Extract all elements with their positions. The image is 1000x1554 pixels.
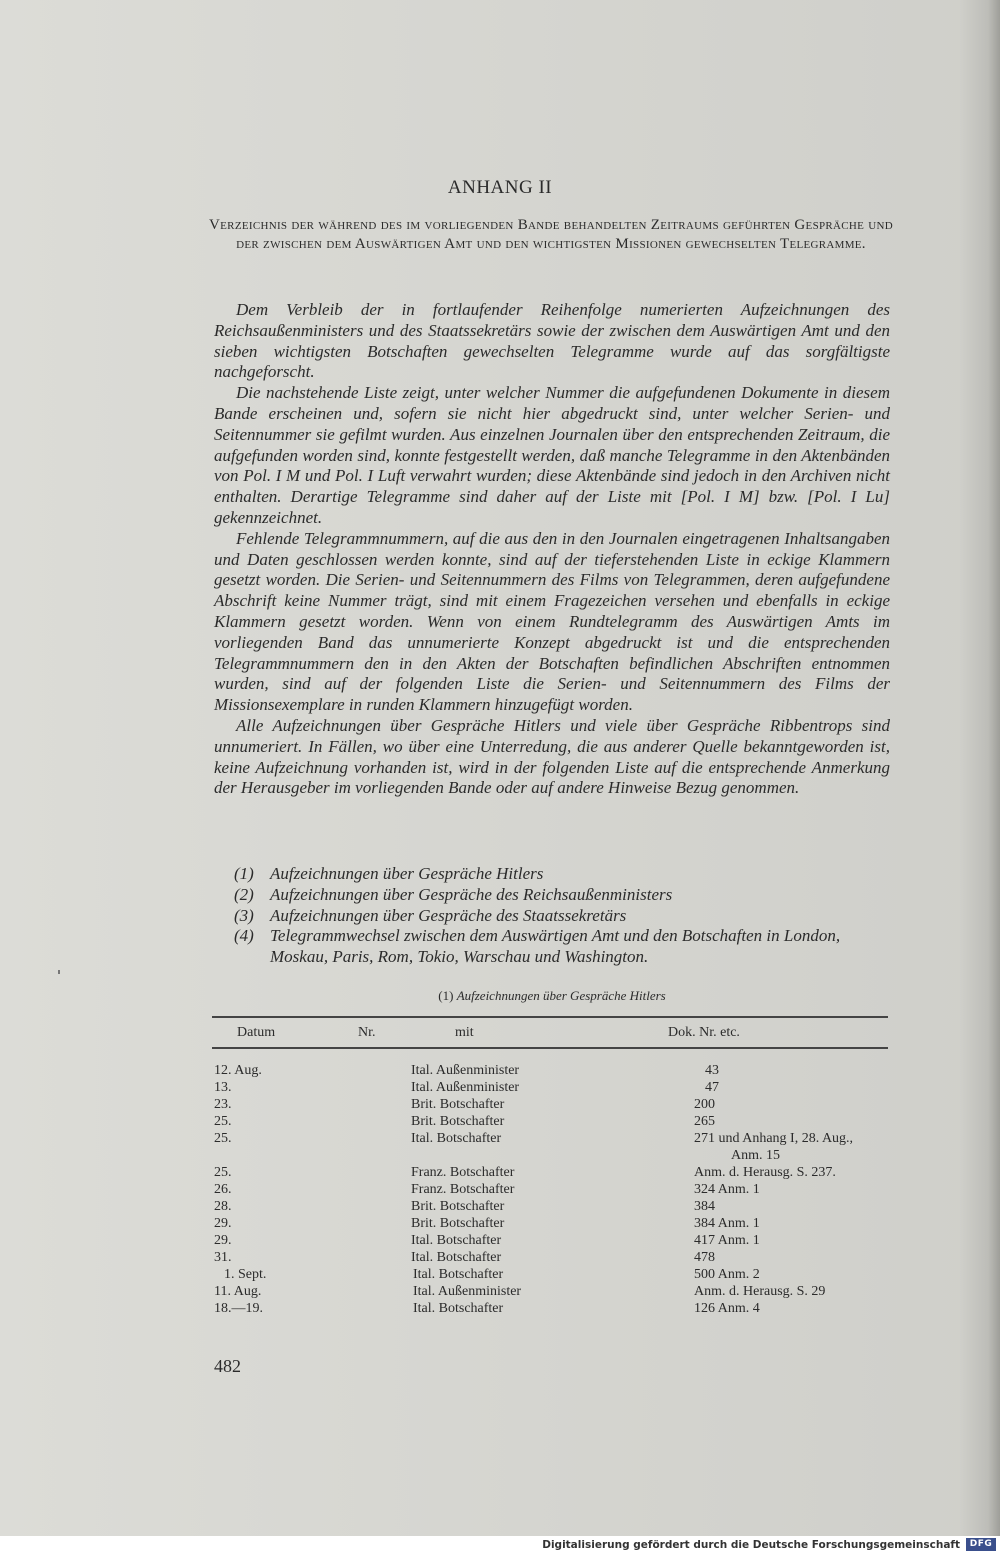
list-item <box>234 906 890 927</box>
paragraph: Die nachstehende Liste zeigt, unter welcher Nummer die aufgefundenen Dokumente in diesem Bande erscheinen und, sofern sie nicht hier abgedruckt sind, unter welcher Serien- und Seitennummer sie gefilmt wurden. Aus einzelnen Journalen über den entsprechenden Zeitraum, die aufgefunden worden sind, konnte festgestellt werden, daß manche Telegramme in den Aktenbänden von Pol. I M und Pol. I Luft verwahrt wurden; diese Aktenbände sind jedoch in den Archiven nicht enthalten. Derartige Telegramme sind daher auf der Liste mit [Pol. I M] bzw. [Pol. I Lu] gekennzeichnet. <box>214 383 890 527</box>
paragraph: Alle Aufzeichnungen über Gespräche Hitlers und viele über Gespräche Ribbentrops sind unnumeriert. In Fällen, wo über eine Unterredung, die aus anderer Quelle bekanntgeworden ist, keine Aufzeichnung vorhanden ist, wird in der folgenden Liste auf die entsprechende Anmerkung der Herausgeber im vorliegenden Bande oder auf andere Hinweise Bezug genommen. <box>214 715 890 798</box>
appendix-heading: ANHANG II <box>447 177 553 198</box>
table-caption-text: Aufzeichnungen über Gespräche Hitlers <box>456 988 666 1003</box>
table-row <box>0 1182 1000 1199</box>
intro-text <box>214 300 890 799</box>
cell-dok-continuation: Anm. 15 <box>731 1148 780 1163</box>
cell-dok: 126 Anm. 4 <box>694 1301 760 1316</box>
page-number: 482 <box>214 1356 241 1376</box>
table-row <box>0 1165 1000 1182</box>
column-header-nr: Nr. <box>358 1025 376 1040</box>
table-row <box>0 1131 1000 1165</box>
table-row <box>0 1114 1000 1131</box>
table-row <box>0 1199 1000 1216</box>
paragraph: Fehlende Telegrammnummern, auf die aus den in den Journalen eingetragenen Inhaltsangaben und Daten geschlossen werden konnte, sind auf der tieferstehenden Liste in eckige Klammern gesetzt worden. Die Serien- und Seitennummern des Films von Telegrammen, deren aufgefundene Abschrift keine Nummer trägt, sind mit einem Fragezeichen versehen und ebenfalls in eckige Klammern gesetzt worden. Wenn von einem Rundtelegramm des Auswärtigen Amts im vorliegenden Band das unnumerierte Konzept abgedruckt ist und die entsprechenden Telegrammnummern den in den Akten der Botschaften befindlichen Abschriften entnommen wurden, sind auf der folgenden Liste die Serien- und Seitennummern des Films der Missionsexemplare in runden Klammern hinzugefügt worden. <box>214 528 890 715</box>
table-row <box>0 1097 1000 1114</box>
cell-datum: 26. <box>214 1182 232 1197</box>
list-item-number: (2) <box>234 884 254 904</box>
cell-datum: 29. <box>214 1216 232 1231</box>
table-row <box>0 1063 1000 1080</box>
cell-datum: 1. Sept. <box>224 1267 267 1282</box>
list-item <box>234 926 890 968</box>
cell-dok: Anm. d. Herausg. S. 29 <box>694 1284 826 1299</box>
cell-dok: 417 Anm. 1 <box>694 1233 760 1248</box>
cell-mit: Brit. Botschafter <box>411 1097 505 1112</box>
paragraph: Dem Verbleib der in fortlaufender Reihenfolge numerierten Aufzeichnungen des Reichsaußenministers und des Staatssekretärs sowie der zwischen dem Auswärtigen Amt und den sieben wichtigsten Botschaften gewechselten Telegramme wurde auf das sorgfältigste nachgeforscht. <box>214 300 890 382</box>
cell-datum: 25. <box>214 1131 232 1146</box>
cell-dok: 384 <box>694 1199 715 1214</box>
list-item-text: Aufzeichnungen über Gespräche Hitlers <box>270 864 544 883</box>
cell-dok: 265 <box>694 1114 715 1129</box>
table-caption <box>214 988 890 1004</box>
table-row <box>0 1301 1000 1318</box>
table-caption-number: (1) <box>438 988 454 1003</box>
digitization-footer <box>0 1536 1000 1554</box>
list-item <box>234 864 890 885</box>
cell-datum: 31. <box>214 1250 232 1265</box>
list-item-number: (1) <box>234 864 254 883</box>
list-item-text: Aufzeichnungen über Gespräche des Reichsaußenministers <box>270 884 673 904</box>
cell-mit: Ital. Botschafter <box>411 1131 502 1146</box>
list-item-text: Aufzeichnungen über Gespräche des Staatssekretärs <box>270 905 627 925</box>
footer-credit: Digitalisierung gefördert durch die Deutsche Forschungsgemeinschaft <box>542 1539 960 1551</box>
list-item-number: (4) <box>234 926 254 946</box>
cell-mit: Ital. Außenminister <box>411 1063 520 1078</box>
cell-dok: Anm. d. Herausg. S. 237. <box>694 1165 836 1180</box>
cell-mit: Franz. Botschafter <box>411 1182 515 1197</box>
table-row <box>0 1250 1000 1267</box>
table-row <box>0 1284 1000 1301</box>
table-header-rule <box>212 1047 888 1049</box>
cell-mit: Ital. Botschafter <box>411 1233 502 1248</box>
cell-mit: Brit. Botschafter <box>411 1114 505 1129</box>
cell-mit: Ital. Botschafter <box>413 1301 504 1316</box>
cell-dok: 271 und Anhang I, 28. Aug., <box>694 1131 854 1146</box>
cell-mit: Ital. Botschafter <box>413 1267 504 1282</box>
cell-datum: 11. Aug. <box>214 1284 262 1299</box>
cell-datum: 28. <box>214 1199 232 1214</box>
cell-dok: 200 <box>694 1097 715 1112</box>
list-item-text: Telegrammwechsel zwischen dem Auswärtigen Amt und den Botschaften in London, Moskau, Paris, Rom, Tokio, Warschau und Washington. <box>270 926 841 967</box>
cell-datum: 23. <box>214 1097 232 1112</box>
list-item-number: (3) <box>234 905 254 925</box>
table-top-rule <box>212 1016 888 1018</box>
cell-datum: 18.—19. <box>214 1301 263 1316</box>
cell-mit: Franz. Botschafter <box>411 1165 515 1180</box>
cell-datum: 29. <box>214 1233 232 1248</box>
cell-dok: 500 Anm. 2 <box>694 1267 760 1282</box>
cell-mit: Brit. Botschafter <box>411 1199 505 1214</box>
category-list <box>234 864 890 968</box>
column-header-datum: Datum <box>237 1025 276 1040</box>
column-header-mit: mit <box>455 1025 474 1040</box>
cell-mit: Ital. Botschafter <box>411 1250 502 1265</box>
column-header-dok: Dok. Nr. etc. <box>668 1025 740 1040</box>
dfg-logo: DFG <box>966 1538 996 1551</box>
cell-mit: Brit. Botschafter <box>411 1216 505 1231</box>
appendix-subheading: Verzeichnis der während des im vorliegenden Bande behandelten Zeitraums geführten Gespräche und der zwischen dem Auswärtigen Amt und den wichtigsten Missionen gewechselten Telegramme. <box>209 217 893 252</box>
cell-datum: 12. Aug. <box>214 1063 262 1078</box>
scan-speck <box>58 970 60 974</box>
list-item <box>234 885 890 906</box>
table-row <box>0 1267 1000 1284</box>
cell-datum: 13. <box>214 1080 232 1095</box>
cell-datum: 25. <box>214 1165 232 1180</box>
cell-dok: 384 Anm. 1 <box>694 1216 760 1231</box>
cell-mit: Ital. Außenminister <box>411 1080 520 1095</box>
table-row <box>0 1080 1000 1097</box>
cell-datum: 25. <box>214 1114 232 1129</box>
table-row <box>0 1216 1000 1233</box>
cell-dok: 324 Anm. 1 <box>694 1182 760 1197</box>
cell-dok: 43 <box>705 1063 719 1078</box>
cell-mit: Ital. Außenminister <box>413 1284 522 1299</box>
cell-dok: 47 <box>705 1080 719 1095</box>
cell-dok: 478 <box>694 1250 715 1265</box>
table-row <box>0 1233 1000 1250</box>
